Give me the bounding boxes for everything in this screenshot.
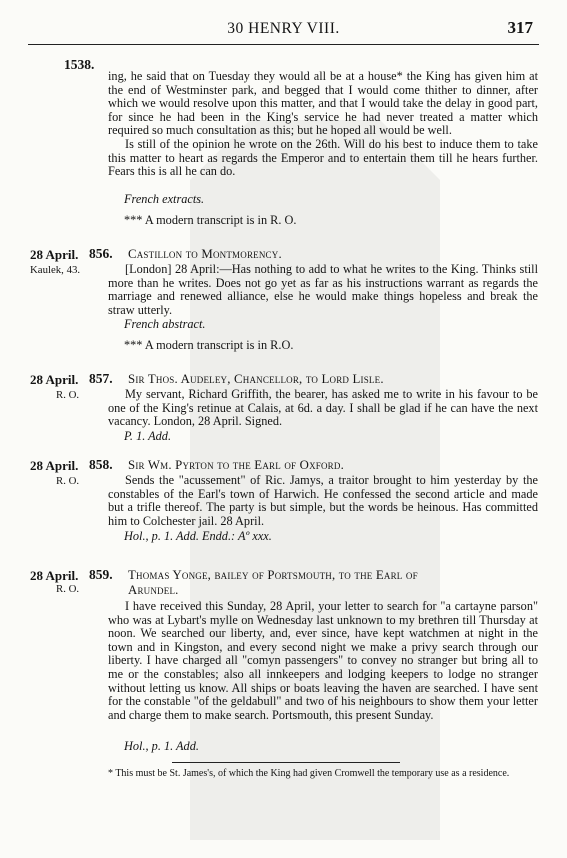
year-label: 1538. [64,57,95,72]
entry-858-date: 28 April. [30,458,79,473]
entry-856-number: 856. [89,246,113,261]
entry-856-margin-source: Kaulek, 43. [30,264,81,276]
entry-858-heading: Sir Wm. Pyrton to the Earl of Oxford. [128,458,344,472]
continuation-paragraph-1: ing, he said that on Tuesday they would all be at a house* the King has given him at the end of Westminster park, and begged that I would come thither to dinner, after which we would resolve upon this matter, and that I would take the delay in good part, for since he had been in the King's service he had never treated a matter which required so much consultation as this; but he hoped all would be well. [108,69,538,138]
running-head-title: 30 HENRY VIII. [227,20,340,37]
continuation-text [108,70,538,179]
entry-858-source: Hol., p. 1. Add. Endd.: Aº xxx. [124,529,272,543]
entry-857-heading: Sir Thos. Audeley, Chancellor, to Lord Lisle. [128,372,384,386]
entry-856-note: *** A modern transcript is in R.O. [124,338,294,352]
entry-859-heading-line-1: Thomas Yonge, bailey of Portsmouth, to the Earl of [128,568,418,582]
entry-858-number: 858. [89,457,113,472]
entry-859-date: 28 April. [30,568,79,583]
continuation-source: French extracts. [124,192,205,206]
entry-859-margin-source: R. O. [56,583,80,595]
page-number: 317 [507,18,533,37]
continuation-note: *** A modern transcript is in R. O. [124,213,297,227]
entry-856-heading: Castillon to Montmorency. [128,247,282,261]
footnote-rule [172,762,400,763]
entry-859-body: I have received this Sunday, 28 April, your letter to search for "a cartayne parson" who was at Lybart's mylle on Wednesday last unknown to my brethren till Thursday at noon. We searched our liberty, and, ever since, have kept watchmen at night in the town and in Kingston, and every second night we make a privy search through our liberty. I have charged all "comyn passengers" to convey no stranger but bring all to me or the constables; also all innkeepers and lodging keepers to lodge no stranger without letting us know. All ships or boats leaving the haven are searched. I have sent for the constable "of the geldabull" and two of his neighbours to show them your letter and charge them to make search. Portsmouth, this present Sunday. [108,599,538,722]
entry-858-margin-source: R. O. [56,475,80,487]
entry-859-number: 859. [89,567,113,582]
entry-857-source: P. 1. Add. [124,429,172,443]
entry-856-date: 28 April. [30,247,79,262]
entry-857-body: My servant, Richard Griffith, the bearer, has asked me to write in his favour to be one of the King's retinue at Calais, at 6d. a day. I shall be glad if he can have the next vacancy. London, 28 April. Signed. [108,387,538,429]
entry-856-source: French abstract. [124,317,206,331]
entry-859-source: Hol., p. 1. Add. [124,739,199,753]
footnote: * This must be St. James's, of which the King had given Cromwell the temporary use as a residence. [108,768,510,779]
continuation-paragraph-2: Is still of the opinion he wrote on the 26th. Will do his best to induce them to take this matter to heart as regards the Emperor and to entertain them till he hears further. Fears this is all he can do. [108,136,538,179]
header-rule [28,44,539,45]
entry-857-margin-source: R. O. [56,389,80,401]
entry-859-heading-line-2: Arundel. [128,583,179,597]
entry-857-number: 857. [89,371,113,386]
entry-858-body: Sends the "acussement" of Ric. Jamys, a traitor brought to him yesterday by the constables of the Earl's town of Harwich. He confessed the second article and made but a trifle thereof. The party is but simple, but the words be heinous. Has committed him to Colchester jail. 28 April. [108,473,538,528]
entry-856-body: [London] 28 April:—Has nothing to add to what he writes to the King. Thinks still more than he writes. Does not go yet as far as his instructions warrant as regards the marriage and renewed alliance, else he would make things hopeless and break the straw utterly. [108,262,538,317]
entry-857-date: 28 April. [30,372,79,387]
